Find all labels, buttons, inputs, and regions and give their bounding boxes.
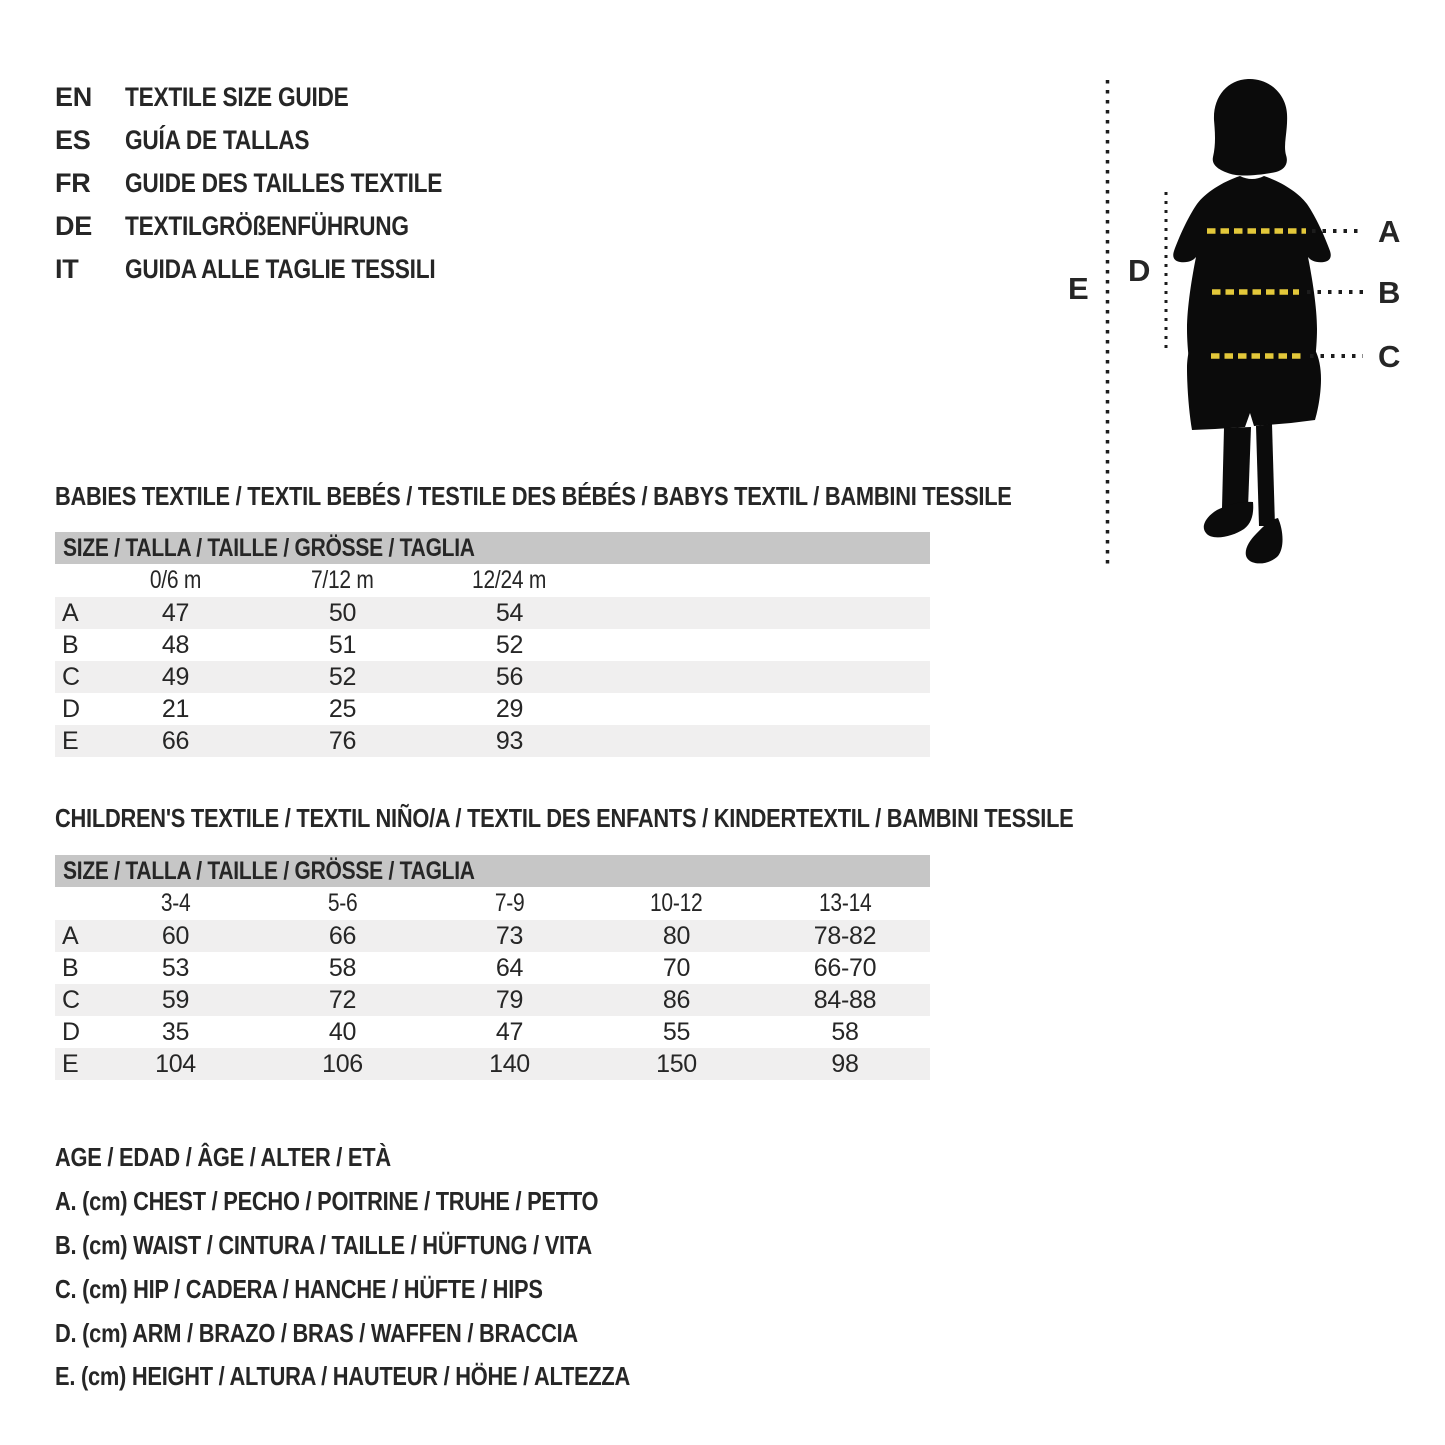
empty-cell <box>593 725 760 757</box>
size-value: 55 <box>662 1017 691 1046</box>
size-value: 80 <box>593 920 760 952</box>
silhouette-left-leg <box>1222 427 1251 508</box>
figure-label-b: B <box>1378 275 1401 310</box>
age-column-label: 0/6 m <box>149 566 202 594</box>
silhouette-head <box>1213 79 1287 176</box>
table-row <box>55 952 930 984</box>
age-column-label: 7-9 <box>494 889 525 917</box>
size-value: 86 <box>593 984 760 1016</box>
empty-cell <box>593 693 760 725</box>
size-header-row <box>55 855 930 887</box>
size-value: 106 <box>259 1048 426 1080</box>
table-row <box>55 984 930 1016</box>
figure-label-c: C <box>1378 339 1401 374</box>
language-title: GUÍA DE TALLAS <box>125 125 310 155</box>
language-code: EN <box>55 82 92 112</box>
row-label: E <box>55 1048 92 1080</box>
age-column <box>259 887 426 920</box>
size-value: 51 <box>328 630 357 659</box>
figure-label-a: A <box>1378 214 1401 249</box>
figure-label-d: D <box>1128 253 1151 288</box>
size-value: 76 <box>259 725 426 757</box>
size-value: 50 <box>259 597 426 629</box>
row-label: B <box>62 630 79 659</box>
size-value: 59 <box>92 984 259 1016</box>
language-code: ES <box>55 125 91 155</box>
row-label: D <box>62 1017 80 1046</box>
size-value: 72 <box>259 984 426 1016</box>
age-column <box>593 887 760 920</box>
size-value: 21 <box>161 694 190 723</box>
language-title: TEXTILGRÖßENFÜHRUNG <box>125 211 409 241</box>
empty-cell <box>593 661 760 693</box>
size-value: 35 <box>161 1017 190 1046</box>
legend-line-height <box>55 1361 740 1391</box>
age-column <box>426 887 593 920</box>
size-value: 98 <box>760 1048 930 1080</box>
row-label: B <box>62 953 79 982</box>
size-value: 84-88 <box>760 984 930 1016</box>
table-row <box>55 661 930 693</box>
empty-cell <box>760 693 930 725</box>
size-value: 93 <box>426 725 593 757</box>
silhouette-shorts <box>1187 350 1321 430</box>
legend-text: D. (cm) ARM / BRAZO / BRAS / WAFFEN / BRACCIA <box>55 1318 578 1348</box>
size-header-cell <box>55 532 930 564</box>
empty-cell <box>760 725 930 757</box>
child-measurement-figure <box>1050 60 1445 600</box>
size-value: 54 <box>426 597 593 629</box>
age-columns-row <box>55 564 930 597</box>
size-value: 66 <box>259 920 426 952</box>
language-title: GUIDA ALLE TAGLIE TESSILI <box>125 254 436 284</box>
size-header-cell <box>55 855 930 887</box>
age-columns-row <box>55 887 930 920</box>
age-column <box>92 887 259 920</box>
size-value: 79 <box>426 984 593 1016</box>
row-label: E <box>55 725 92 757</box>
size-value: 64 <box>495 953 524 982</box>
size-value: 60 <box>92 920 259 952</box>
table-row <box>55 693 930 725</box>
babies-section-title-text: BABIES TEXTILE / TEXTIL BEBÉS / TESTILE DES BÉBÉS / BABYS TEXTIL / BAMBINI TESSILE <box>55 481 1012 511</box>
age-column <box>760 887 930 920</box>
size-value: 140 <box>426 1048 593 1080</box>
size-value: 66 <box>92 725 259 757</box>
empty-cell <box>55 887 92 920</box>
language-title: TEXTILE SIZE GUIDE <box>125 82 349 112</box>
empty-cell <box>593 564 760 597</box>
babies-size-table <box>55 532 930 757</box>
size-value: 58 <box>328 953 357 982</box>
children-section-title <box>55 804 1267 832</box>
empty-cell <box>760 661 930 693</box>
silhouette-right-leg <box>1256 424 1275 526</box>
row-label: C <box>55 661 92 693</box>
size-value: 58 <box>831 1017 859 1046</box>
language-title: GUIDE DES TAILLES TEXTILE <box>125 168 443 198</box>
silhouette-torso <box>1173 176 1331 360</box>
age-column <box>259 564 426 597</box>
row-label: C <box>55 984 92 1016</box>
children-size-table <box>55 855 930 1080</box>
size-value: 78-82 <box>760 920 930 952</box>
age-column-label: 13-14 <box>818 889 872 917</box>
age-column-label: 3-4 <box>160 889 191 917</box>
age-column <box>92 564 259 597</box>
row-label: A <box>55 597 92 629</box>
size-value: 53 <box>161 953 190 982</box>
table-row <box>55 725 930 757</box>
size-value: 49 <box>92 661 259 693</box>
language-code: DE <box>55 211 92 241</box>
empty-cell <box>760 597 930 629</box>
babies-section-title <box>55 482 1194 510</box>
legend-text: B. (cm) WAIST / CINTURA / TAILLE / HÜFTUNG / VITA <box>55 1230 592 1260</box>
legend-text: E. (cm) HEIGHT / ALTURA / HAUTEUR / HÖHE / ALTEZZA <box>55 1361 631 1391</box>
legend-text: C. (cm) HIP / CADERA / HANCHE / HÜFTE / HIPS <box>55 1274 543 1304</box>
row-label: D <box>62 694 80 723</box>
empty-cell <box>593 597 760 629</box>
legend-line-arm <box>55 1318 678 1348</box>
language-code: IT <box>55 254 79 284</box>
figure-label-e: E <box>1068 271 1089 306</box>
empty-cell <box>760 629 930 661</box>
age-column-label: 10-12 <box>650 889 703 917</box>
table-row <box>55 1016 930 1048</box>
children-section-title-text: CHILDREN'S TEXTILE / TEXTIL NIÑO/A / TEXTIL DES ENFANTS / KINDERTEXTIL / BAMBINI TESSILE <box>55 803 1074 833</box>
legend-line-waist <box>55 1230 694 1260</box>
size-value: 52 <box>259 661 426 693</box>
table-row <box>55 629 930 661</box>
legend-line-age <box>55 1142 455 1172</box>
legend-text: A. (cm) CHEST / PECHO / POITRINE / TRUHE / PETTO <box>55 1186 599 1216</box>
child-silhouette <box>1173 79 1331 563</box>
row-label: A <box>55 920 92 952</box>
size-value: 150 <box>593 1048 760 1080</box>
size-value: 29 <box>495 694 524 723</box>
size-value: 66-70 <box>813 953 877 982</box>
size-value: 48 <box>161 630 190 659</box>
size-value: 56 <box>426 661 593 693</box>
size-value: 73 <box>426 920 593 952</box>
age-column-label: 12/24 m <box>472 566 547 594</box>
table-row <box>55 1048 930 1080</box>
size-value: 52 <box>495 630 524 659</box>
legend-line-chest <box>55 1186 702 1216</box>
size-value: 25 <box>328 694 357 723</box>
size-header-label: SIZE / TALLA / TAILLE / GRÖSSE / TAGLIA <box>63 533 475 562</box>
language-code: FR <box>55 168 91 198</box>
size-value: 40 <box>328 1017 357 1046</box>
empty-cell <box>760 564 930 597</box>
age-column-label: 7/12 m <box>311 566 374 594</box>
legend-line-hip <box>55 1274 636 1304</box>
size-value: 70 <box>662 953 691 982</box>
size-header-row <box>55 532 930 564</box>
size-header-label: SIZE / TALLA / TAILLE / GRÖSSE / TAGLIA <box>63 856 475 885</box>
size-value: 47 <box>495 1017 524 1046</box>
silhouette-left-shoe <box>1204 502 1253 538</box>
empty-cell <box>55 564 92 597</box>
legend-text: AGE / EDAD / ÂGE / ALTER / ETÀ <box>55 1142 391 1172</box>
empty-cell <box>593 629 760 661</box>
age-column <box>426 564 593 597</box>
table-row <box>55 920 930 952</box>
size-value: 47 <box>92 597 259 629</box>
table-row <box>55 597 930 629</box>
age-column-label: 5-6 <box>327 889 358 917</box>
size-value: 104 <box>92 1048 259 1080</box>
